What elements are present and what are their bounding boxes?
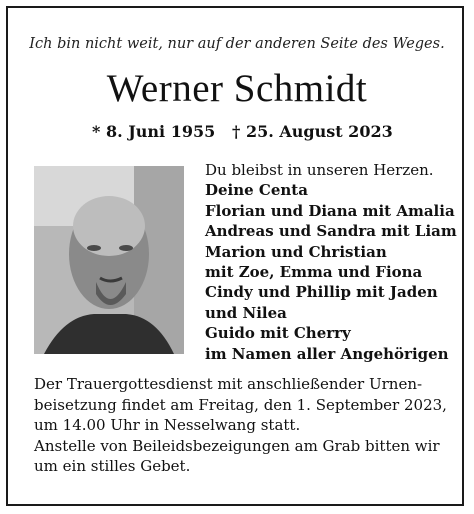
- motto-quote: Ich bin nicht weit, nur auf der anderen Seite des Weges.: [29, 36, 445, 52]
- service-line: um ein stilles Gebet.: [34, 457, 191, 475]
- portrait-image: [34, 166, 184, 354]
- service-line: beisetzung findet am Freitag, den 1. September 2023,: [34, 395, 447, 414]
- birth-date: * 8. Juni 1955: [92, 122, 216, 141]
- mourners-intro: Du bleibst in unseren Herzen.: [205, 161, 434, 179]
- mourner-line: mit Zoe, Emma und Fiona: [205, 263, 423, 282]
- mourner-line: Cindy und Phillip mit Jaden: [205, 283, 438, 302]
- service-line: Der Trauergottesdienst mit anschließender Urnen-: [34, 375, 423, 393]
- deceased-name: Werner Schmidt: [106, 67, 368, 110]
- service-line: um 14.00 Uhr in Nesselwang statt.: [34, 416, 301, 434]
- service-info: [34, 374, 454, 477]
- mourner-line: und Nilea: [205, 303, 287, 322]
- mourner-line: Guido mit Cherry: [205, 324, 351, 343]
- service-line: Anstelle von Beileidsbezeigungen am Grab bitten wir: [34, 436, 440, 455]
- mourner-line: im Namen aller Angehörigen: [205, 344, 449, 363]
- portrait-photo: [34, 166, 184, 354]
- mourner-line: Deine Centa: [205, 181, 308, 200]
- mourner-line: Andreas und Sandra mit Liam: [205, 222, 457, 241]
- death-date: † 25. August 2023: [232, 122, 393, 141]
- mourners-list: [205, 160, 457, 364]
- mourner-line: Florian und Diana mit Amalia: [205, 201, 455, 220]
- mourner-line: Marion und Christian: [205, 242, 387, 261]
